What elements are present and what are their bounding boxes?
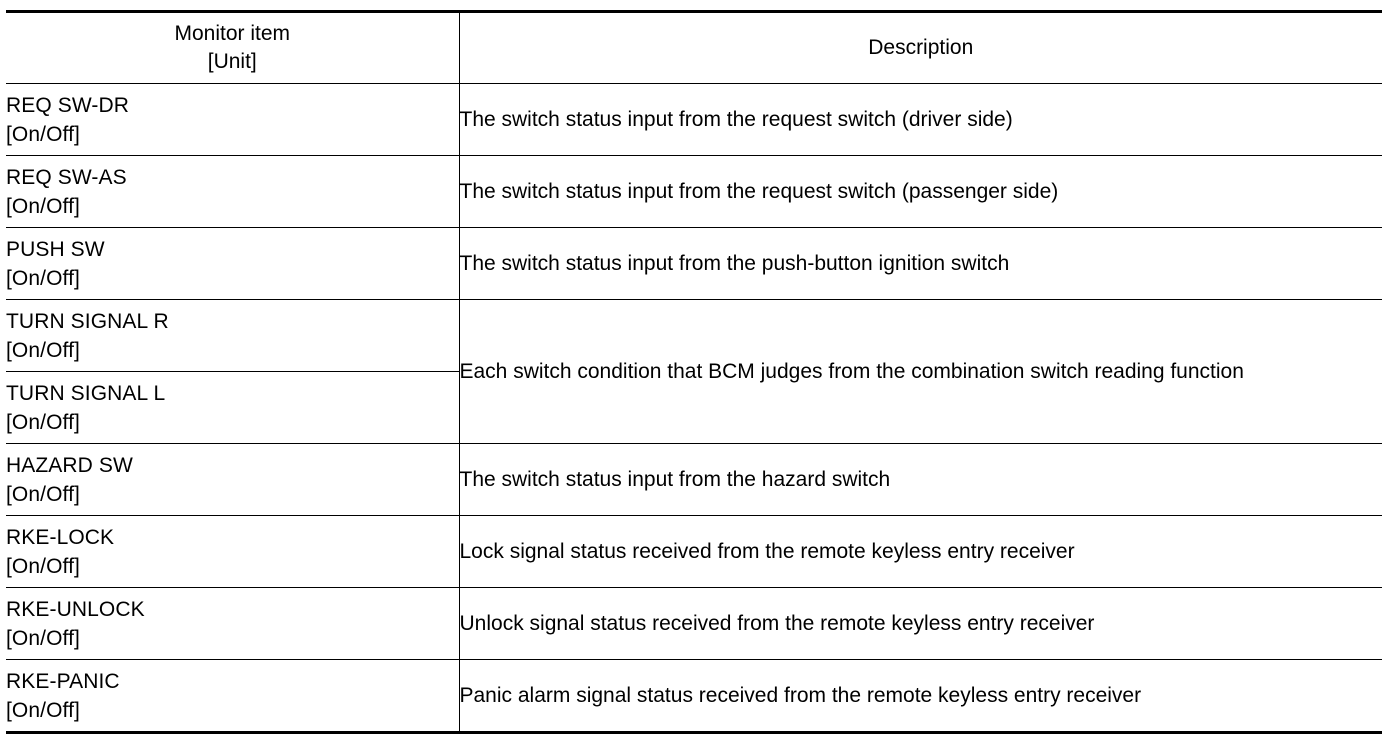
table-row <box>6 516 1382 588</box>
header-description: Description <box>459 12 1382 84</box>
monitor-item-name: RKE-PANIC <box>6 669 120 693</box>
description-cell: Unlock signal status received from the remote keyless entry receiver <box>459 588 1382 660</box>
monitor-item-name: REQ SW-DR <box>6 93 130 117</box>
monitor-item-unit: [On/Off] <box>6 194 80 218</box>
header-unit-label: [Unit] <box>207 50 257 73</box>
monitor-item-name: TURN SIGNAL L <box>6 381 166 405</box>
description-cell: The switch status input from the request switch (passenger side) <box>459 156 1382 228</box>
monitor-item-cell <box>6 660 459 733</box>
monitor-item-name: REQ SW-AS <box>6 165 127 189</box>
monitor-item-name: RKE-LOCK <box>6 525 115 549</box>
monitor-item-cell <box>6 156 459 228</box>
monitor-item-cell <box>6 228 459 300</box>
monitor-item-cell <box>6 300 459 372</box>
monitor-item-name: RKE-UNLOCK <box>6 597 145 621</box>
description-cell: The switch status input from the push-button ignition switch <box>459 228 1382 300</box>
description-cell: Lock signal status received from the remote keyless entry receiver <box>459 516 1382 588</box>
monitor-item-name: PUSH SW <box>6 237 105 261</box>
monitor-item-cell <box>6 516 459 588</box>
table-row <box>6 84 1382 156</box>
monitor-item-unit: [On/Off] <box>6 122 80 146</box>
table-header-row <box>6 12 1382 84</box>
monitor-item-unit: [On/Off] <box>6 554 80 578</box>
monitor-item-unit: [On/Off] <box>6 410 80 434</box>
monitor-item-cell <box>6 444 459 516</box>
table-row <box>6 588 1382 660</box>
description-cell: The switch status input from the hazard switch <box>459 444 1382 516</box>
description-cell-merged: Each switch condition that BCM judges from the combination switch reading function <box>459 300 1382 444</box>
monitor-item-unit: [On/Off] <box>6 698 80 722</box>
monitor-item-unit: [On/Off] <box>6 482 80 506</box>
monitor-item-unit: [On/Off] <box>6 626 80 650</box>
table-row <box>6 444 1382 516</box>
monitor-item-unit: [On/Off] <box>6 338 80 362</box>
description-cell: Panic alarm signal status received from the remote keyless entry receiver <box>459 683 1142 707</box>
monitor-item-cell <box>6 372 459 444</box>
table-row <box>6 300 1382 372</box>
monitor-item-cell <box>6 84 459 156</box>
monitor-item-name: TURN SIGNAL R <box>6 309 169 333</box>
monitor-item-table <box>6 10 1382 734</box>
monitor-item-cell <box>6 588 459 660</box>
monitor-item-unit: [On/Off] <box>6 266 80 290</box>
description-cell: The switch status input from the request switch (driver side) <box>459 84 1382 156</box>
table-row <box>6 660 1382 733</box>
table-row <box>6 228 1382 300</box>
header-monitor-item-label: Monitor item <box>174 22 291 45</box>
monitor-item-name: HAZARD SW <box>6 453 133 477</box>
table-row <box>6 156 1382 228</box>
header-monitor-item <box>6 12 459 84</box>
